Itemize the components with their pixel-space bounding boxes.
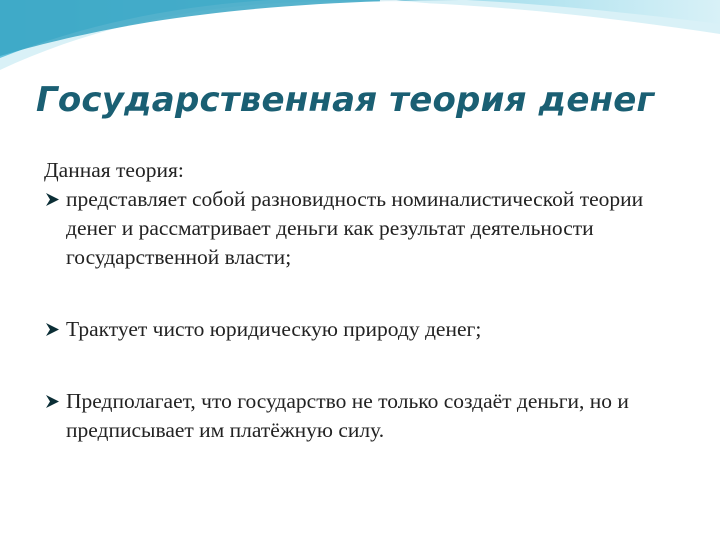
- arrow-bullet-icon: [45, 394, 60, 409]
- bullet-text: Трактует чисто юридическую природу денег;: [66, 317, 482, 341]
- intro-text: Данная теория:: [44, 158, 184, 182]
- slide-title: Государственная теория денег: [36, 80, 655, 120]
- bullet-item: [44, 315, 694, 344]
- bullet-text: Предполагает, что государство не только создаёт деньги, но и предписывает им платёжную силу.: [66, 389, 629, 442]
- bullet-item: [44, 185, 694, 272]
- bullet-item: [44, 387, 694, 445]
- bullet-text: представляет собой разновидность номиналистической теории денег и рассматривает деньги как результат деятельности государственной власти;: [66, 187, 644, 269]
- header-wave-decoration: [0, 0, 720, 80]
- slide-body: [44, 156, 694, 445]
- arrow-bullet-icon: [45, 192, 60, 207]
- bullet-list: [44, 185, 694, 445]
- arrow-bullet-icon: [45, 322, 60, 337]
